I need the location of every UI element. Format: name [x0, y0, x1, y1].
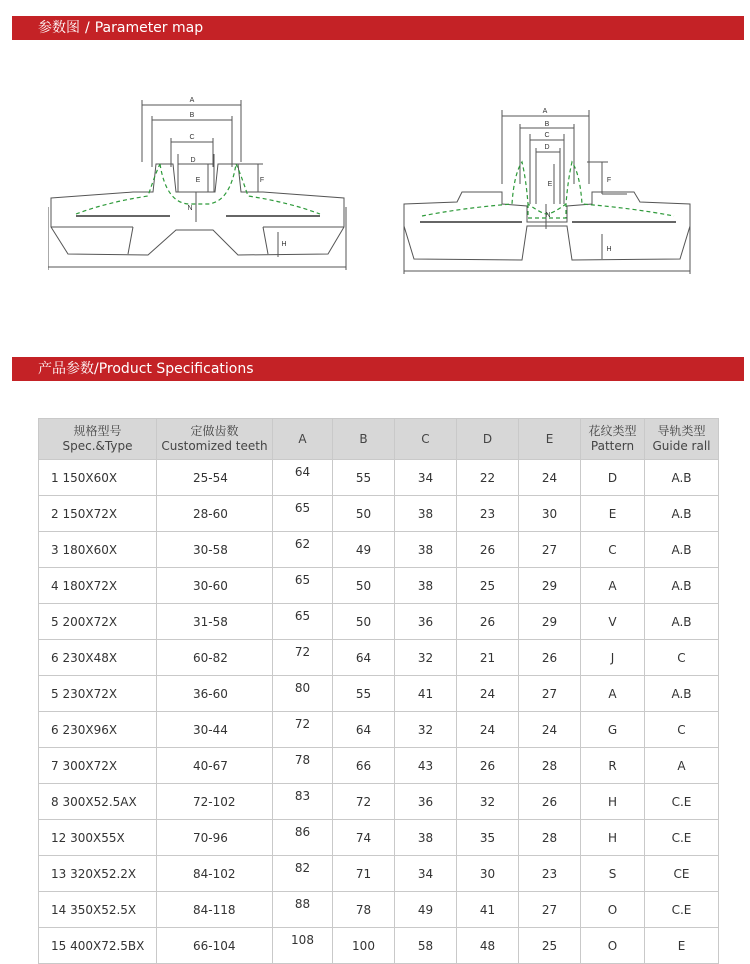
dim-label-d: D: [544, 144, 550, 151]
cell-teeth: 84-102: [157, 856, 273, 892]
cell-a: 86: [273, 820, 333, 856]
cell-pattern: A: [581, 568, 645, 604]
table-row: [39, 496, 719, 532]
cell-spec: 4 180X72X: [39, 568, 157, 604]
cell-a: 108: [273, 928, 333, 964]
cell-a: 65: [273, 568, 333, 604]
title-separator: /: [94, 361, 99, 377]
column-header: [457, 419, 519, 460]
cell-c: 32: [395, 712, 457, 748]
dim-label-a: A: [542, 108, 548, 115]
dim-label-d: D: [190, 157, 196, 164]
cell-a: 83: [273, 784, 333, 820]
cell-d: 41: [457, 892, 519, 928]
table-body: [39, 460, 719, 964]
product-specifications-title-en: Product Specifications: [98, 361, 254, 377]
dim-label-n: N: [187, 205, 193, 212]
cell-e: 28: [519, 820, 581, 856]
table-row: [39, 892, 719, 928]
column-header: [395, 419, 457, 460]
table-row: [39, 820, 719, 856]
cell-spec: 13 320X52.2X: [39, 856, 157, 892]
parameter-diagram-right: [402, 104, 694, 280]
dim-label-b: B: [189, 112, 195, 119]
cell-teeth: 84-118: [157, 892, 273, 928]
column-header: [645, 419, 719, 460]
title-separator: /: [85, 20, 90, 36]
cell-e: 23: [519, 856, 581, 892]
column-header: [39, 419, 157, 460]
cell-a: 78: [273, 748, 333, 784]
cell-d: 24: [457, 712, 519, 748]
cell-e: 29: [519, 604, 581, 640]
product-specifications-header: [12, 357, 744, 381]
cell-b: 49: [333, 532, 395, 568]
column-header: [519, 419, 581, 460]
cell-guide: C: [645, 640, 719, 676]
cell-spec: 1 150X60X: [39, 460, 157, 496]
cell-e: 25: [519, 928, 581, 964]
cell-c: 38: [395, 496, 457, 532]
cell-spec: 5 200X72X: [39, 604, 157, 640]
cell-spec: 12 300X55X: [39, 820, 157, 856]
cell-d: 26: [457, 748, 519, 784]
cell-e: 30: [519, 496, 581, 532]
table-row: [39, 460, 719, 496]
cell-b: 55: [333, 676, 395, 712]
cell-c: 58: [395, 928, 457, 964]
dim-label-n: N: [545, 212, 551, 219]
parameter-map-header: [12, 16, 744, 40]
cell-spec: 15 400X72.5BX: [39, 928, 157, 964]
cell-a: 80: [273, 676, 333, 712]
cell-teeth: 31-58: [157, 604, 273, 640]
column-header-en: C: [421, 431, 430, 446]
cell-pattern: V: [581, 604, 645, 640]
column-header-cn: 导轨类型: [657, 424, 706, 438]
cell-guide: E: [645, 928, 719, 964]
cell-b: 50: [333, 568, 395, 604]
cell-spec: 6 230X96X: [39, 712, 157, 748]
cell-spec: 6 230X48X: [39, 640, 157, 676]
cell-teeth: 25-54: [157, 460, 273, 496]
table-row: [39, 532, 719, 568]
cell-guide: C.E: [645, 784, 719, 820]
dim-label-b: B: [544, 121, 550, 128]
cell-b: 64: [333, 640, 395, 676]
cell-e: 24: [519, 712, 581, 748]
cell-guide: A.B: [645, 460, 719, 496]
cell-d: 24: [457, 676, 519, 712]
column-header-en: D: [482, 431, 493, 446]
cell-spec: 3 180X60X: [39, 532, 157, 568]
cell-guide: CE: [645, 856, 719, 892]
column-header: [273, 419, 333, 460]
cell-b: 71: [333, 856, 395, 892]
cell-teeth: 36-60: [157, 676, 273, 712]
cell-b: 78: [333, 892, 395, 928]
cell-b: 100: [333, 928, 395, 964]
cell-spec: 8 300X52.5AX: [39, 784, 157, 820]
cell-guide: C: [645, 712, 719, 748]
cell-teeth: 70-96: [157, 820, 273, 856]
cell-pattern: J: [581, 640, 645, 676]
cell-a: 82: [273, 856, 333, 892]
cell-d: 35: [457, 820, 519, 856]
table-row: [39, 748, 719, 784]
product-specifications-title-cn: 产品参数: [38, 361, 94, 377]
cell-spec: 7 300X72X: [39, 748, 157, 784]
cell-guide: C.E: [645, 820, 719, 856]
table-row: [39, 568, 719, 604]
cell-a: 88: [273, 892, 333, 928]
cell-d: 22: [457, 460, 519, 496]
cell-a: 62: [273, 532, 333, 568]
cell-teeth: 30-44: [157, 712, 273, 748]
dim-label-h: H: [281, 241, 287, 248]
cell-e: 27: [519, 892, 581, 928]
cell-d: 26: [457, 532, 519, 568]
cell-guide: A.B: [645, 496, 719, 532]
cell-d: 48: [457, 928, 519, 964]
cell-c: 38: [395, 820, 457, 856]
dim-label-c: C: [544, 132, 550, 139]
cell-c: 38: [395, 532, 457, 568]
cell-c: 34: [395, 856, 457, 892]
cell-e: 26: [519, 784, 581, 820]
column-header-en: Customized teeth: [161, 439, 268, 453]
cell-a: 65: [273, 496, 333, 532]
cell-b: 64: [333, 712, 395, 748]
cell-pattern: G: [581, 712, 645, 748]
cell-guide: C.E: [645, 892, 719, 928]
cell-c: 36: [395, 784, 457, 820]
cell-e: 28: [519, 748, 581, 784]
dim-label-f: F: [259, 177, 265, 184]
table-row: [39, 640, 719, 676]
dim-label-f: F: [606, 177, 612, 184]
cell-d: 30: [457, 856, 519, 892]
cell-teeth: 30-60: [157, 568, 273, 604]
cell-a: 64: [273, 460, 333, 496]
cell-spec: 2 150X72X: [39, 496, 157, 532]
cell-guide: A.B: [645, 604, 719, 640]
cell-a: 72: [273, 640, 333, 676]
cell-pattern: C: [581, 532, 645, 568]
cell-c: 43: [395, 748, 457, 784]
dim-label-e: E: [547, 181, 553, 188]
cell-teeth: 60-82: [157, 640, 273, 676]
cell-d: 26: [457, 604, 519, 640]
cell-pattern: E: [581, 496, 645, 532]
cell-d: 32: [457, 784, 519, 820]
cell-d: 23: [457, 496, 519, 532]
cell-b: 72: [333, 784, 395, 820]
column-header: [157, 419, 273, 460]
cell-pattern: O: [581, 892, 645, 928]
cell-a: 65: [273, 604, 333, 640]
cell-guide: A.B: [645, 532, 719, 568]
cell-c: 36: [395, 604, 457, 640]
table-row: [39, 712, 719, 748]
cell-e: 27: [519, 532, 581, 568]
cell-pattern: H: [581, 820, 645, 856]
cell-b: 74: [333, 820, 395, 856]
parameter-map-title-en: Parameter map: [94, 20, 204, 36]
parameter-diagram-left: [48, 92, 348, 274]
cell-e: 24: [519, 460, 581, 496]
table-header-row: [39, 419, 719, 460]
cell-b: 50: [333, 496, 395, 532]
specifications-table: [38, 418, 719, 964]
column-header-en: A: [298, 431, 307, 446]
column-header-cn: 定做齿数: [190, 424, 239, 438]
cell-e: 26: [519, 640, 581, 676]
cell-pattern: S: [581, 856, 645, 892]
cell-pattern: A: [581, 676, 645, 712]
dim-label-c: C: [189, 134, 195, 141]
cell-spec: 5 230X72X: [39, 676, 157, 712]
column-header-cn: 规格型号: [73, 424, 122, 438]
dim-label-h: H: [606, 246, 612, 253]
table-row: [39, 604, 719, 640]
cell-teeth: 30-58: [157, 532, 273, 568]
parameter-map-title-cn: 参数图: [38, 20, 80, 36]
table-row: [39, 856, 719, 892]
cell-c: 34: [395, 460, 457, 496]
cell-pattern: R: [581, 748, 645, 784]
column-header-cn: 花纹类型: [588, 424, 637, 438]
cell-spec: 14 350X52.5X: [39, 892, 157, 928]
column-header: [581, 419, 645, 460]
cell-teeth: 40-67: [157, 748, 273, 784]
cell-c: 49: [395, 892, 457, 928]
cell-teeth: 66-104: [157, 928, 273, 964]
cell-a: 72: [273, 712, 333, 748]
column-header: [333, 419, 395, 460]
dim-label-a: A: [189, 97, 195, 104]
cell-teeth: 72-102: [157, 784, 273, 820]
table-row: [39, 928, 719, 964]
column-header-en: E: [545, 431, 554, 446]
column-header-en: B: [359, 431, 368, 446]
column-header-en: Pattern: [590, 439, 635, 453]
cell-c: 41: [395, 676, 457, 712]
cell-d: 25: [457, 568, 519, 604]
column-header-en: Guide rall: [652, 439, 711, 453]
cell-b: 50: [333, 604, 395, 640]
cell-guide: A: [645, 748, 719, 784]
cell-guide: A.B: [645, 568, 719, 604]
cell-b: 55: [333, 460, 395, 496]
cell-pattern: H: [581, 784, 645, 820]
cell-b: 66: [333, 748, 395, 784]
cell-c: 38: [395, 568, 457, 604]
cell-guide: A.B: [645, 676, 719, 712]
table-row: [39, 784, 719, 820]
cell-c: 32: [395, 640, 457, 676]
cell-e: 27: [519, 676, 581, 712]
cell-d: 21: [457, 640, 519, 676]
dim-label-e: E: [195, 177, 201, 184]
table-row: [39, 676, 719, 712]
cell-teeth: 28-60: [157, 496, 273, 532]
cell-pattern: D: [581, 460, 645, 496]
column-header-en: Spec.&Type: [62, 439, 133, 453]
cell-pattern: O: [581, 928, 645, 964]
cell-e: 29: [519, 568, 581, 604]
